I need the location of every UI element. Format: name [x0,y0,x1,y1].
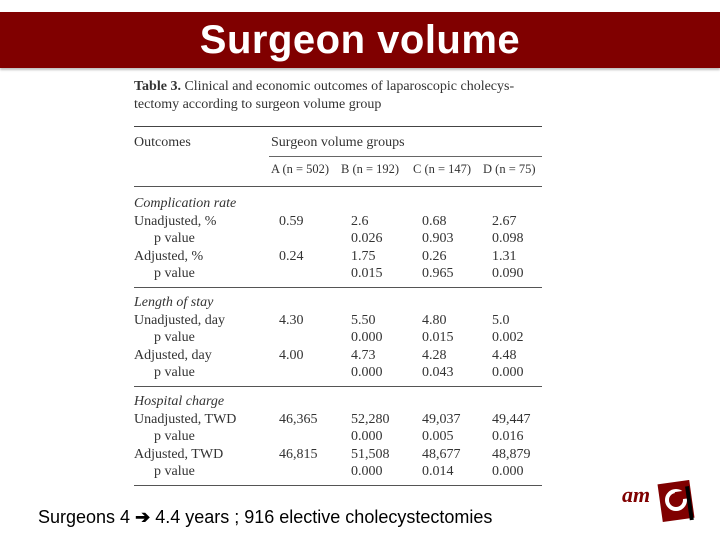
table-cell: 48,677 [422,446,461,462]
table-cell: 4.48 [492,347,517,363]
table-cell: 0.015 [422,330,454,346]
table-cell: 0.043 [422,365,454,381]
p-value-label: p value [154,231,195,247]
column-header-d: D (n = 75) [483,162,536,176]
table-cell: 46,815 [279,446,318,462]
table-cell: 0.000 [351,464,383,480]
row-label: Adjusted, TWD [134,446,224,462]
table-cell: 0.000 [492,365,524,381]
logo [620,480,702,524]
p-value-label: p value [154,266,195,282]
table-cell: 0.68 [422,213,447,229]
p-value-label: p value [154,365,195,381]
table-cell: 0.014 [422,464,454,480]
table-cell: 46,365 [279,411,318,427]
section-title: Hospital charge [134,394,225,409]
p-value-label: p value [154,330,195,346]
table-cell: 4.00 [279,347,304,363]
table-cell: 1.31 [492,248,517,264]
groups-subrule [269,156,542,157]
table-cell: 52,280 [351,411,390,427]
table-cell: 0.000 [351,330,383,346]
row-label: Adjusted, % [134,248,204,264]
table-cell: 0.903 [422,231,454,247]
title-bar [0,12,720,68]
table-cell: 0.005 [422,429,454,445]
row-label: Adjusted, day [134,347,212,363]
arrow-right-icon: ➔ [135,507,151,527]
row-label: Unadjusted, day [134,312,225,328]
logo-text: am [622,482,651,507]
row-label: Unadjusted, TWD [134,411,237,427]
column-header-c: C (n = 147) [413,162,472,176]
table-cell: 2.67 [492,213,517,229]
table-cell: 0.090 [492,266,524,282]
footer-note [38,507,492,528]
table-cell: 4.80 [422,312,447,328]
table-cell: 0.965 [422,266,454,282]
table-cell: 0.016 [492,429,524,445]
section-rule [134,386,542,387]
table-cell: 0.26 [422,248,447,264]
row-label: Unadjusted, % [134,213,217,229]
column-header-a: A (n = 502) [271,162,330,176]
table-cell: 2.6 [351,213,369,229]
section-title: Complication rate [134,196,237,211]
table-cell: 49,447 [492,411,531,427]
table-figure [134,78,542,480]
caption-line-1: Clinical and economic outcomes of laparoscopic cholecys- [184,79,515,94]
table-cell: 51,508 [351,446,390,462]
caption-line-2: tectomy according to surgeon volume group [134,97,382,112]
table-cell: 0.015 [351,266,383,282]
table-cell: 0.59 [279,213,304,229]
table-cell: 1.75 [351,248,376,264]
footer-text-start: Surgeons 4 [38,507,131,527]
table-caption [134,78,542,114]
table-cell: 49,037 [422,411,461,427]
section-rule [134,287,542,288]
section-rule [134,485,542,486]
table-cell: 5.0 [492,312,510,328]
header-outcomes: Outcomes [134,135,191,150]
table-cell: 0.000 [351,365,383,381]
header-bottom-rule [134,186,542,187]
table-cell: 4.73 [351,347,376,363]
table-cell: 5.50 [351,312,376,328]
table-cell: 0.000 [351,429,383,445]
table-top-rule [134,126,542,127]
p-value-label: p value [154,464,195,480]
header-groups: Surgeon volume groups [271,135,405,150]
section-title: Length of stay [134,295,214,310]
table-cell: 0.002 [492,330,524,346]
p-value-label: p value [154,429,195,445]
table-cell: 0.000 [492,464,524,480]
footer-text-end: 4.4 years ; 916 elective cholecystectomies [155,507,493,527]
slide-title: Surgeon volume [199,18,521,62]
caption-label: Table 3. [134,79,181,94]
table-cell: 0.026 [351,231,383,247]
table-cell: 48,879 [492,446,531,462]
table-cell: 4.30 [279,312,304,328]
table-cell: 4.28 [422,347,447,363]
table-cell: 0.24 [279,248,304,264]
column-header-b: B (n = 192) [341,162,400,176]
table-cell: 0.098 [492,231,524,247]
